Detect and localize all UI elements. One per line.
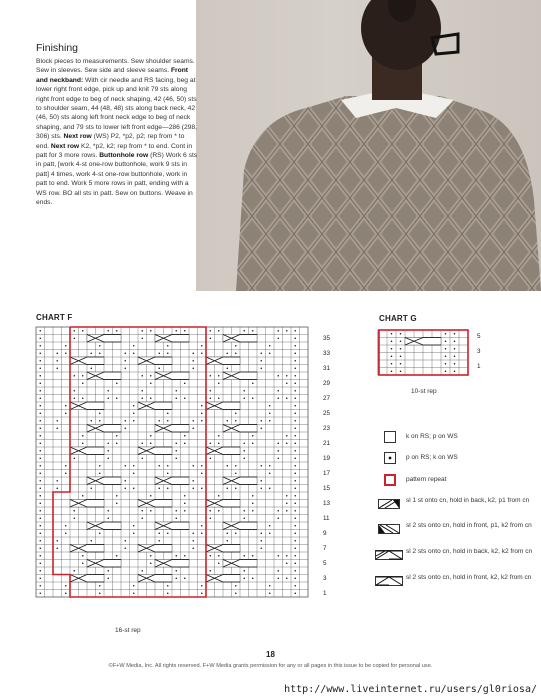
chart-f-row-number: 21 [323,440,331,448]
finishing-text-3: (WS) P2, *p2, p2; rep from * to end. [36,133,185,150]
chart-g-row-number: 1 [477,362,481,370]
purl-dot-icon [384,452,396,464]
chart-f-row-number: 25 [323,410,331,418]
finishing-text-4: K2, *p2, k2; rep from * to end. Cont in patt for 3 more rows. [36,142,193,160]
page-number: 18 [266,650,275,659]
chart-f-row-number: 9 [323,530,327,538]
chart-g-row-number: 3 [477,347,481,355]
chart-f-grid [36,327,321,597]
chart-f-row-number: 13 [323,500,331,508]
chart-f-row-number: 7 [323,545,327,553]
legend-cable-4-text: sl 2 sts onto cn, hold in front, k2, k2 from cn [406,574,532,581]
chart-f-row-number: 35 [323,335,331,343]
chart-g-row-number: 5 [477,332,481,340]
chart-g-grid [378,330,473,377]
chart-f-row-number: 33 [323,350,331,358]
cable-sl2-front-k2-icon [375,576,403,586]
legend-cable-2-text: sl 2 sts onto cn, hold in front, p1, k2 from cn [406,522,532,529]
finishing-text-1: Block pieces to measurements. Sew shoulder seams. Sew in sleeves. Sew side and sleeve seams. [36,58,195,75]
copyright-notice: ©F+W Media, Inc. All rights reserved. F+W Media grants permission for any or all pages in this issue to be copied for personal use. [108,663,433,669]
chart-f-title: CHART F [36,313,73,322]
sweater-photo [196,0,541,291]
cable-sl2-back-k2-icon [375,550,403,560]
chart-f-row-number: 23 [323,425,331,433]
cable-sl2-front-p1-icon [378,524,400,534]
finishing-bold-4: Buttonhole row [99,152,149,160]
finishing-bold-1: Front and neckband: [36,67,189,84]
finishing-section [36,42,198,208]
chart-g-rep-label: 10-st rep [411,388,437,395]
chart-f-row-number: 31 [323,365,331,373]
chart-f-row-number: 19 [323,455,331,463]
finishing-text-5: (RS) Work 6 sts in patt, [work 4-st one-row buttonhole, work 9 sts in patt] 4 times, work 4-st one-row buttonhole, work in patt to end. Work 5 more rows in patt, ending with a WS row. BO all sts in patt. Sew on buttons. Weave in ends. [36,152,198,207]
finishing-bold-3: Next row [50,142,80,150]
finishing-title: Finishing [36,42,79,54]
cable-sl1-back-icon [378,499,400,509]
watermark-url: http://www.liveinternet.ru/users/gl0riosa/ [284,684,537,695]
chart-f-rep-label: 16-st rep [115,627,141,634]
chart-f-row-number: 5 [323,560,327,568]
finishing-body [36,57,198,208]
chart-f-row-number: 29 [323,380,331,388]
legend-purl-text: p on RS; k on WS [406,454,458,461]
legend-cable-3-text: sl 2 sts onto cn, hold in back, k2, k2 from cn [406,548,533,555]
legend-knit-text: k on RS; p on WS [406,433,458,440]
chart-f-row-number: 11 [323,515,330,523]
chart-f-cells [36,327,308,597]
chart-f-row-number: 17 [323,470,331,478]
finishing-text-2: With cir needle and RS facing, beg at lower right front edge, pick up and knit 79 sts along right front edge to beg of neck shaping, 42 (46, 50) sts to shoulder seam, 44 (48, 48) sts along back neck, 42 (46, 50) sts along left front neck edge to beg of neck shaping, and 79 sts to lower left front edge—286 (298, 306) sts. [36,76,197,141]
chart-g-title: CHART G [379,314,417,323]
knit-square-icon [384,431,396,443]
chart-f-row-number: 15 [323,485,331,493]
legend-cable-1-text: sl 1 st onto cn, hold in back, k2, p1 from cn [406,497,530,504]
pattern-repeat-icon [384,474,396,486]
chart-f-row-number: 27 [323,395,331,403]
chart-g-cells [378,330,468,375]
chart-f-row-number: 3 [323,575,327,583]
chart-g-cables [405,338,441,346]
legend-repeat-text: pattern repeat [406,476,447,483]
finishing-bold-2: Next row [63,133,92,141]
model-illustration [196,0,541,291]
chart-f-row-number: 1 [323,590,327,598]
